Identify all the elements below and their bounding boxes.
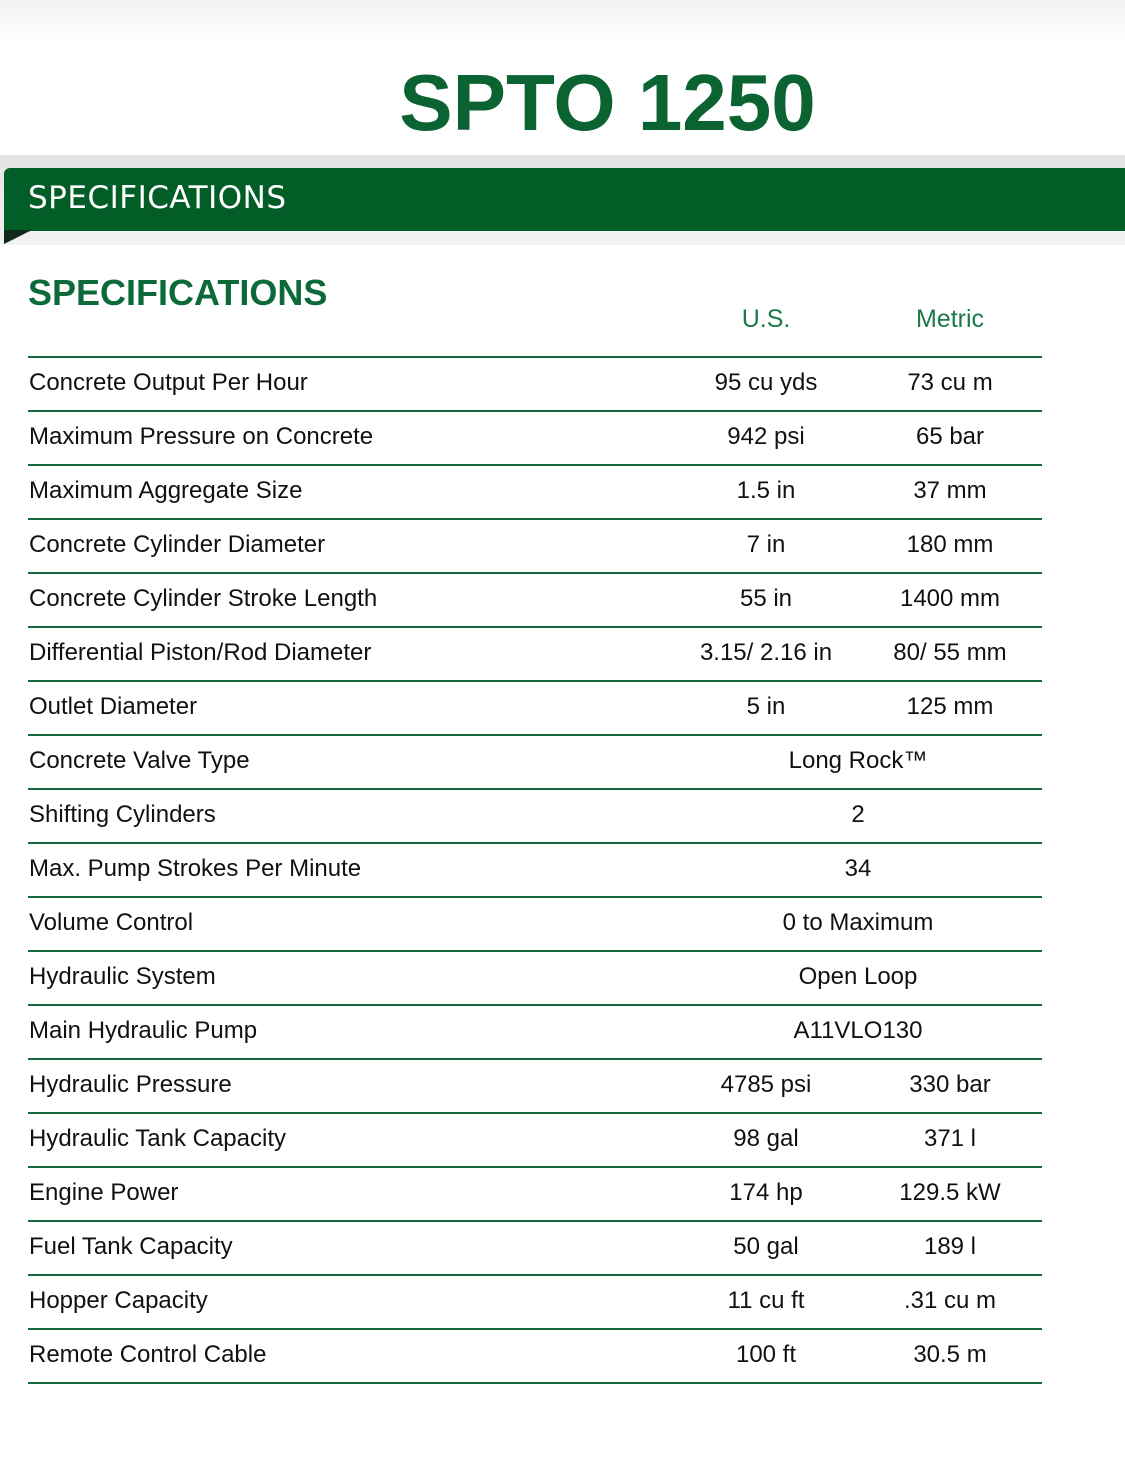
spec-value-combined: A11VLO130	[793, 1017, 923, 1044]
table-row	[28, 842, 1042, 896]
table-row	[28, 1058, 1042, 1112]
table-row	[28, 896, 1042, 950]
spec-value-us: 174 hp	[729, 1179, 803, 1206]
table-row	[28, 518, 1042, 572]
spec-value-metric: 65 bar	[915, 423, 985, 450]
table-row	[28, 734, 1042, 788]
table-row	[28, 1112, 1042, 1166]
spec-value-metric: 1400 mm	[899, 585, 1001, 612]
spec-value-us: 11 cu ft	[727, 1287, 805, 1314]
column-header-us: U.S.	[741, 305, 791, 333]
spec-value-us: 55 in	[739, 585, 793, 612]
section-heading: SPECIFICATIONS	[28, 272, 328, 313]
spec-label: Main Hydraulic Pump	[29, 1017, 258, 1044]
spec-label: Remote Control Cable	[29, 1341, 267, 1368]
spec-value-us: 7 in	[746, 531, 786, 558]
spec-value-us: 3.15/ 2.16 in	[699, 639, 833, 666]
spec-label: Concrete Cylinder Diameter	[29, 531, 326, 558]
spec-label: Engine Power	[29, 1179, 179, 1206]
spec-value-us: 98 gal	[733, 1125, 799, 1152]
spec-value-metric: 30.5 m	[913, 1341, 987, 1368]
spec-value-metric: 371 l	[923, 1125, 977, 1152]
table-row	[28, 1166, 1042, 1220]
spec-label: Differential Piston/Rod Diameter	[29, 639, 372, 666]
table-row	[28, 1274, 1042, 1328]
table-row	[28, 356, 1042, 410]
spec-label: Max. Pump Strokes Per Minute	[29, 855, 362, 882]
spec-label: Maximum Aggregate Size	[29, 477, 303, 504]
spec-value-metric: .31 cu m	[903, 1287, 997, 1314]
spec-value-metric: 125 mm	[906, 693, 994, 720]
spec-label: Hydraulic System	[29, 963, 216, 990]
spec-value-metric: 129.5 kW	[899, 1179, 1001, 1206]
table-row	[28, 950, 1042, 1004]
spec-value-metric: 73 cu m	[907, 369, 993, 396]
spec-value-metric: 37 mm	[913, 477, 987, 504]
spec-value-us: 100 ft	[735, 1341, 797, 1368]
table-row	[28, 464, 1042, 518]
spec-value-combined: Long Rock™	[788, 747, 928, 774]
spec-label: Concrete Valve Type	[29, 747, 250, 774]
table-row	[28, 1004, 1042, 1058]
table-row	[28, 788, 1042, 842]
spec-label: Concrete Output Per Hour	[29, 369, 308, 396]
spec-label: Hopper Capacity	[29, 1287, 208, 1314]
table-row	[28, 1220, 1042, 1274]
model-title: SPTO 1250	[399, 58, 816, 147]
spec-label: Hydraulic Pressure	[29, 1071, 232, 1098]
top-edge	[0, 0, 1125, 44]
banner-fold	[4, 230, 32, 244]
spec-label: Fuel Tank Capacity	[29, 1233, 233, 1260]
spec-value-us: 50 gal	[733, 1233, 799, 1260]
spec-label: Hydraulic Tank Capacity	[29, 1125, 287, 1152]
spec-value-us: 4785 psi	[720, 1071, 812, 1098]
spec-table	[28, 356, 1042, 1384]
spec-value-metric: 180 mm	[906, 531, 994, 558]
spec-label: Volume Control	[29, 909, 194, 936]
spec-value-us: 1.5 in	[736, 477, 796, 504]
spec-value-us: 95 cu yds	[714, 369, 818, 396]
table-row	[28, 626, 1042, 680]
spec-value-metric: 80/ 55 mm	[893, 639, 1007, 666]
spec-value-combined: Open Loop	[798, 963, 918, 990]
table-row	[28, 410, 1042, 464]
spec-value-combined: 2	[851, 801, 865, 828]
spec-label: Shifting Cylinders	[29, 801, 216, 828]
column-header-metric: Metric	[915, 305, 985, 333]
spec-value-us: 942 psi	[727, 423, 805, 450]
spec-value-metric: 330 bar	[909, 1071, 991, 1098]
spec-value-combined: 34	[844, 855, 872, 882]
table-row	[28, 1328, 1042, 1384]
spec-value-us: 5 in	[746, 693, 786, 720]
table-row	[28, 680, 1042, 734]
spec-label: Outlet Diameter	[29, 693, 198, 720]
spec-value-metric: 189 l	[923, 1233, 977, 1260]
spec-label: Maximum Pressure on Concrete	[29, 423, 374, 450]
spec-label: Concrete Cylinder Stroke Length	[29, 585, 378, 612]
banner-title: SPECIFICATIONS	[28, 180, 287, 216]
spec-value-combined: 0 to Maximum	[782, 909, 934, 936]
table-row	[28, 572, 1042, 626]
